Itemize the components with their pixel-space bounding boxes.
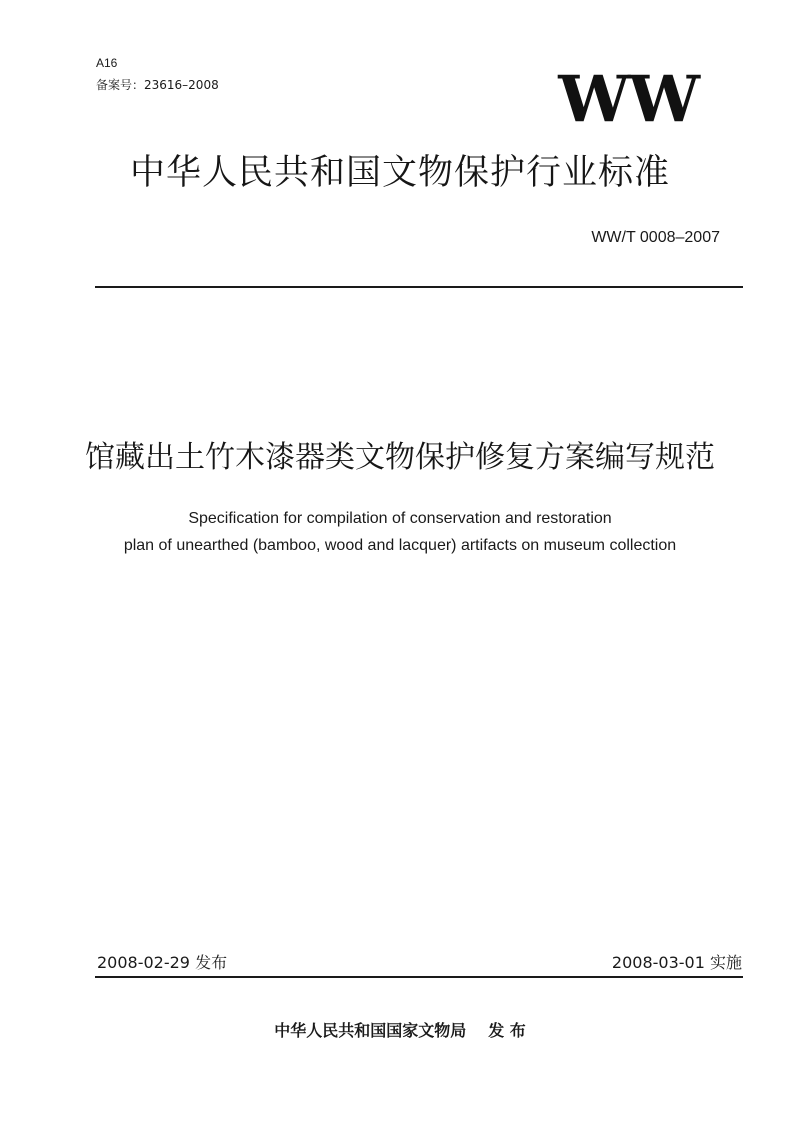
- implementation-date: 2008-03-01 实施: [611, 953, 742, 972]
- classification-code: A16: [96, 56, 118, 70]
- issue-date: 2008-02-29 发布: [97, 953, 228, 972]
- top-divider: [95, 286, 743, 288]
- standard-number: WW/T 0008–2007: [591, 229, 720, 246]
- document-title-chinese: 馆藏出土竹木漆器类文物保护修复方案编写规范: [85, 440, 715, 475]
- publish-label: 发 布: [488, 1021, 526, 1040]
- publisher-name: 中华人民共和国国家文物局: [274, 1021, 467, 1040]
- bottom-divider: [95, 976, 743, 978]
- ww-logo: WW: [558, 62, 698, 137]
- document-title-english-line2: plan of unearthed (bamboo, wood and lacquer) artifacts on museum collection: [123, 537, 677, 554]
- record-number: 备案号：23616–2008: [96, 78, 219, 92]
- standard-type-heading: 中华人民共和国文物保护行业标准: [129, 153, 670, 193]
- publisher-line: [0, 1020, 800, 1042]
- document-title-english-line1: Specification for compilation of conservation and restoration: [188, 510, 612, 527]
